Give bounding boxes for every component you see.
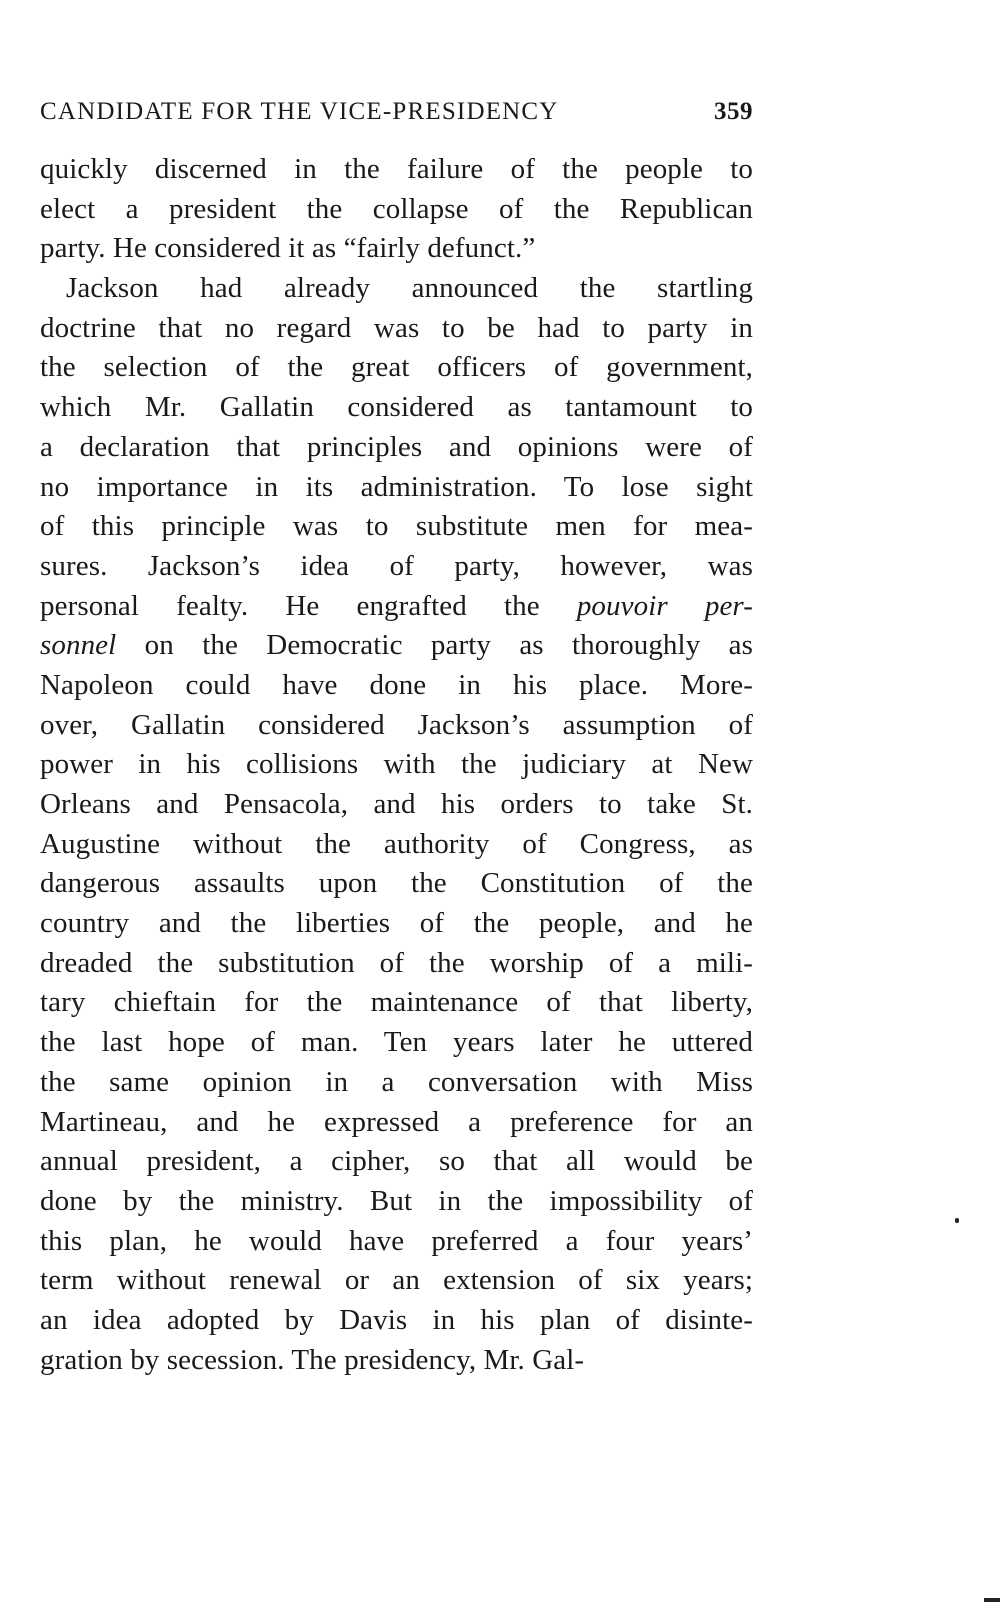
text-line [40,904,753,944]
text-line [40,269,753,309]
text-line [40,1023,753,1063]
text-segment: which Mr. Gallatin considered as tantamount to [40,391,753,424]
body-text [40,150,753,1380]
text-line [40,1222,753,1262]
text-line [40,983,753,1023]
text-segment: Martineau, and he expressed a preference for an [40,1105,753,1138]
text-segment: the last hope of man. Ten years later he uttered [40,1026,753,1059]
text-line [40,785,753,825]
text-line [40,150,753,190]
text-line [40,348,753,388]
text-line [40,1341,753,1381]
text-segment: on the Democratic party as thoroughly as [116,629,753,662]
text-segment: quickly discerned in the failure of the people to [40,153,753,185]
text-segment: power in his collisions with the judiciary at New [40,748,753,781]
text-segment: this plan, he would have preferred a four years’ [40,1224,753,1257]
text-segment: doctrine that no regard was to be had to party in [40,311,753,344]
text-segment: sures. Jackson’s idea of party, however, was [40,549,753,582]
text-segment: Jackson had already announced the startling [66,272,753,305]
text-segment: Napoleon could have done in his place. More- [40,668,753,701]
text-segment: term without renewal or an extension of six years; [40,1264,753,1297]
text-segment: personal fealty. He engrafted the [40,589,577,622]
text-line [40,1261,753,1301]
running-head [40,90,753,134]
text-segment: over, Gallatin considered Jackson’s assumption of [40,708,753,741]
text-segment: Orleans and Pensacola, and his orders to take St. [40,788,753,820]
text-line [40,1182,753,1222]
page-number: 359 [714,98,753,125]
text-line [40,507,753,547]
text-segment: Augustine without the authority of Congress, as [40,827,753,860]
text-line [40,309,753,349]
italic-text: sonnel [40,629,117,662]
text-line [40,1301,753,1341]
text-line [40,1103,753,1143]
text-line [40,1063,753,1103]
text-segment: the same opinion in a conversation with Miss [40,1065,753,1098]
text-segment: of this principle was to substitute men for mea- [40,510,753,543]
text-segment: dreaded the substitution of the worship of a mili- [40,946,753,979]
text-line [40,388,753,428]
text-line [40,745,753,785]
text-line [40,229,753,269]
text-line [40,1142,753,1182]
text-line [40,547,753,587]
text-segment: a declaration that principles and opinions were of [40,430,753,463]
text-segment: party. He considered it as “fairly defunct.” [40,232,536,265]
text-line [40,587,753,627]
text-line [40,468,753,508]
text-segment: gration by secession. The presidency, Mr. Gal- [40,1343,585,1376]
text-line [40,825,753,865]
text-segment: dangerous assaults upon the Constitution of the [40,867,753,900]
text-line [40,428,753,468]
text-segment: annual president, a cipher, so that all would be [40,1145,753,1178]
text-segment: an idea adopted by Davis in his plan of disinte- [40,1303,753,1336]
book-page [40,90,753,1380]
text-segment: the selection of the great officers of government, [40,351,753,384]
italic-text: pouvoir per- [576,589,753,622]
text-line [40,944,753,984]
text-segment: elect a president the collapse of the Republican [40,192,753,225]
text-line [40,190,753,230]
text-segment: done by the ministry. But in the impossibility of [40,1184,753,1217]
text-segment: tary chieftain for the maintenance of that liberty, [40,986,753,1019]
running-head-title: CANDIDATE FOR THE VICE-PRESIDENCY [40,98,559,125]
scan-speck [955,1218,959,1223]
text-segment: country and the liberties of the people, and he [40,907,753,940]
text-segment: no importance in its administration. To lose sight [40,470,753,503]
text-line [40,706,753,746]
text-line [40,666,753,706]
text-line [40,626,753,666]
scan-edge-mark [984,1598,1000,1602]
text-line [40,864,753,904]
